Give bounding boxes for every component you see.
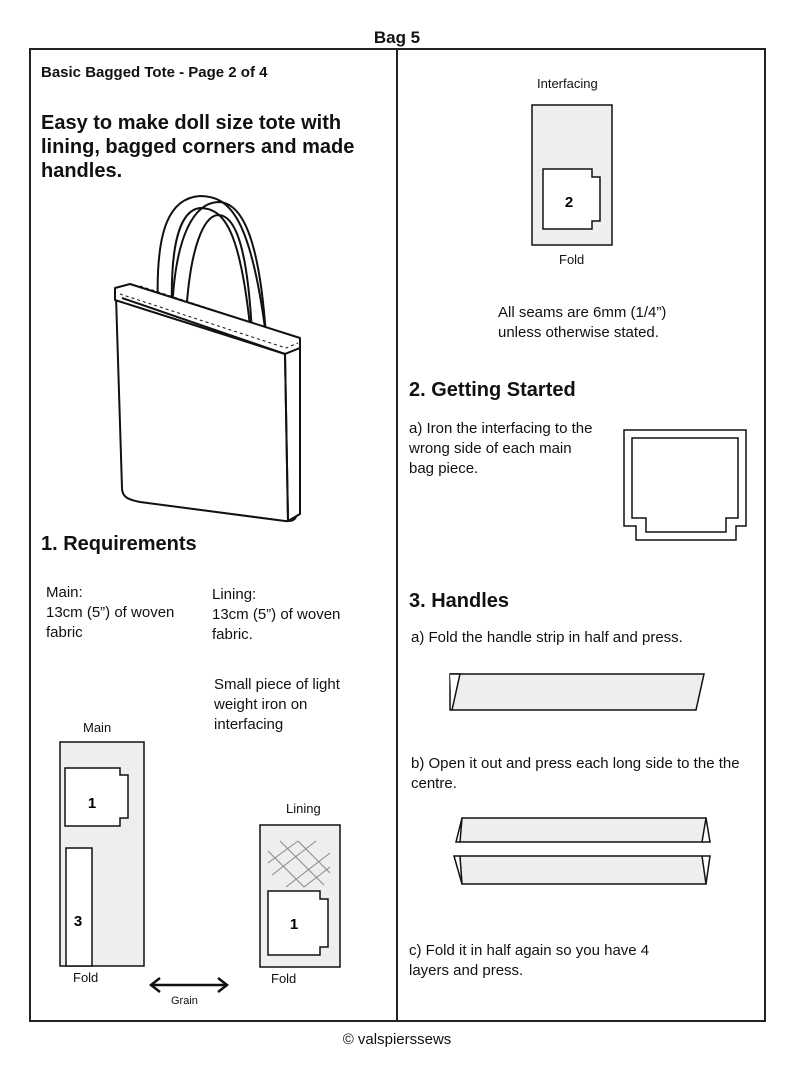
handle-strip-folded-diagram: [444, 668, 708, 714]
handles-step-b: b) Open it out and press each long side to the the centre.: [411, 755, 740, 792]
getting-started-step-a: a) Iron the interfacing to the wrong side of each main bag piece.: [409, 420, 593, 477]
handle-strip-top-fold: [460, 818, 706, 842]
lining-fold-label: Fold: [271, 971, 297, 986]
handle-strip-open-diagram: [452, 812, 714, 890]
intro-text: Easy to make doll size tote with lining, bagged corners and made handles.: [41, 112, 355, 182]
copyright-footer: © valspierssews: [342, 1031, 452, 1048]
piece-3-shape: [66, 848, 92, 966]
main-diagram-title: Main: [83, 720, 112, 735]
lining-cutting-layout: [258, 823, 344, 969]
requirements-heading: 1. Requirements: [41, 533, 197, 555]
handle-strip-bottom-fold: [460, 856, 706, 884]
main-cutting-layout: [58, 740, 148, 970]
lining-diagram-title: Lining: [286, 801, 321, 816]
handles-step-c: c) Fold it in half again so you have 4 layers and press.: [409, 942, 650, 979]
interfacing-requirement-text: Small piece of light weight iron on interfacing: [214, 676, 340, 733]
interfacing-layout: [530, 103, 616, 249]
tote-bag-illustration: [100, 188, 320, 523]
piece-1-label: 1: [87, 795, 97, 812]
grain-label: Grain: [171, 995, 198, 1007]
getting-started-heading: 2. Getting Started: [409, 379, 576, 401]
interfaced-bag-piece-diagram: [622, 428, 750, 544]
page-title: Bag 5: [373, 28, 421, 47]
handles-step-a: a) Fold the handle strip in half and press.: [411, 629, 683, 646]
handles-heading: 3. Handles: [409, 590, 510, 612]
main-fold-label: Fold: [73, 970, 99, 985]
column-divider: [396, 48, 398, 1022]
piece-1-shape: [65, 768, 128, 826]
handle-strip: [450, 674, 704, 710]
piece-3-label: 3: [73, 913, 83, 930]
interfacing-title: Interfacing: [537, 76, 598, 91]
interfacing-outline: [632, 438, 738, 532]
seams-note: All seams are 6mm (1/4”) unless otherwise stated.: [498, 304, 667, 341]
subtitle: Basic Bagged Tote - Page 2 of 4: [41, 64, 268, 81]
lining-fabric-text: 13cm (5”) of woven fabric.: [212, 606, 341, 643]
lining-piece-1-label: 1: [289, 916, 299, 933]
interfacing-piece-2-label: 2: [564, 194, 574, 211]
lining-label: Lining:: [212, 586, 257, 603]
grain-arrow: [148, 975, 230, 995]
main-label: Main:: [46, 584, 83, 601]
interfacing-fold-label: Fold: [559, 252, 585, 267]
main-fabric-text: 13cm (5”) of woven fabric: [46, 604, 175, 641]
